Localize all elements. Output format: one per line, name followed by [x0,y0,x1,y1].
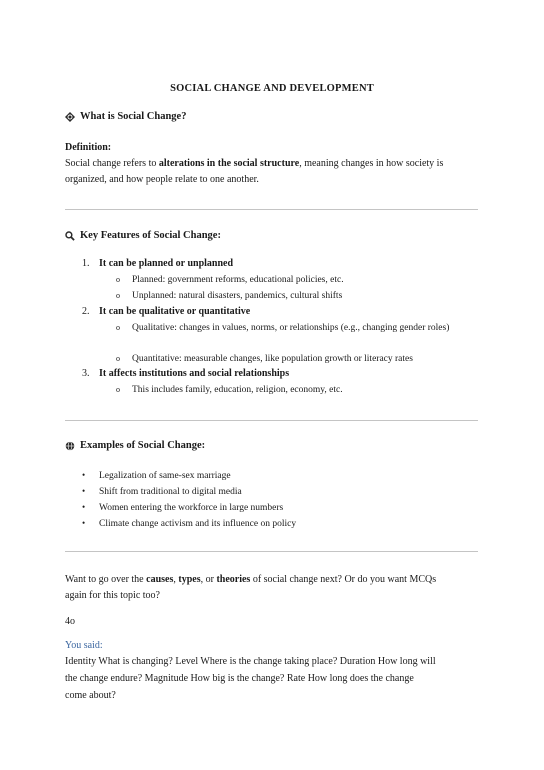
circle-bullet-icon: o [116,291,120,300]
feature-number: 1. [82,258,90,269]
example-item [82,483,242,500]
section-what-is-heading [65,111,186,122]
section-key-features-label: Key Features of Social Change: [80,230,221,241]
bullet-icon: • [82,518,86,528]
section-examples-heading [65,440,205,451]
feature-sub-item [116,272,486,288]
example-item [82,515,296,532]
feature-sub-item [116,382,486,398]
bullet-icon: • [82,470,86,480]
followup-types: types [178,574,201,585]
followup-sep-1: , [173,574,179,585]
circle-bullet-icon: o [116,323,120,332]
followup-causes: causes [146,574,174,585]
followup-theories: theories [216,574,251,585]
example-text: Climate change activism and its influence on policy [99,519,297,529]
divider [65,551,478,552]
divider [65,420,478,421]
definition-line-2: organized, and how people relate to one another. [65,174,259,185]
section-key-features-heading [65,230,221,241]
feature-sub-text: This includes family, education, religion, economy, etc. [132,385,343,395]
feature-sub-text: Qualitative: changes in values, norms, or relationships (e.g., changing gender roles) [132,323,450,333]
followup-line-1 [65,572,436,588]
definition-line-1 [65,156,443,172]
feature-label: It affects institutions and social relationships [99,368,290,379]
example-item [82,499,283,516]
globe-icon [65,441,75,451]
definition-post: , meaning changes in how society is [299,158,444,169]
feature-sub-item [116,288,486,304]
definition-bold: alterations in the social structure [158,158,300,169]
feature-sub-item [116,351,486,367]
example-item [82,467,231,484]
example-text: Shift from traditional to digital media [99,487,242,497]
circle-bullet-icon: o [116,354,120,363]
feature-number: 3. [82,368,90,379]
feature-item [82,366,289,382]
definition-label: Definition: [65,142,112,153]
followup-line-2: again for this topic too? [65,590,160,601]
user-message-line: Identity What is changing? Level Where is the change taking place? Duration How long will [65,656,436,667]
definition-pre: Social change refers to [65,158,159,169]
feature-number: 2. [82,306,90,317]
followup-sep-2: , or [200,574,217,585]
section-examples-label: Examples of Social Change: [80,440,206,451]
bullet-icon: • [82,486,86,496]
magnifier-icon [65,231,75,241]
followup-post: of social change next? Or do you want MCQs [250,574,437,585]
document-title: SOCIAL CHANGE AND DEVELOPMENT [170,83,374,94]
circle-bullet-icon: o [116,275,120,284]
section-what-is-label: What is Social Change? [80,111,187,122]
example-text: Legalization of same-sex marriage [99,471,231,481]
feature-sub-item [116,320,486,336]
feature-sub-text: Unplanned: natural disasters, pandemics, cultural shifts [132,291,343,301]
example-text: Women entering the workforce in large numbers [99,503,284,513]
feature-label: It can be planned or unplanned [99,258,234,269]
feature-sub-text: Planned: government reforms, educational policies, etc. [132,275,344,285]
user-message-line: the change endure? Magnitude How big is the change? Rate How long does the change [65,673,414,684]
followup-pre: Want to go over the [65,574,147,585]
feature-item [82,256,233,272]
circle-bullet-icon: o [116,385,120,394]
feature-label: It can be qualitative or quantitative [99,306,251,317]
model-label: 4o [65,616,75,627]
user-message-line: come about? [65,690,116,701]
feature-sub-text: Quantitative: measurable changes, like population growth or literacy rates [132,354,413,364]
feature-item [82,304,250,320]
divider [65,209,478,210]
bullet-icon: • [82,502,86,512]
you-said-label: You said: [65,640,103,651]
diamond-refresh-icon [65,112,75,122]
